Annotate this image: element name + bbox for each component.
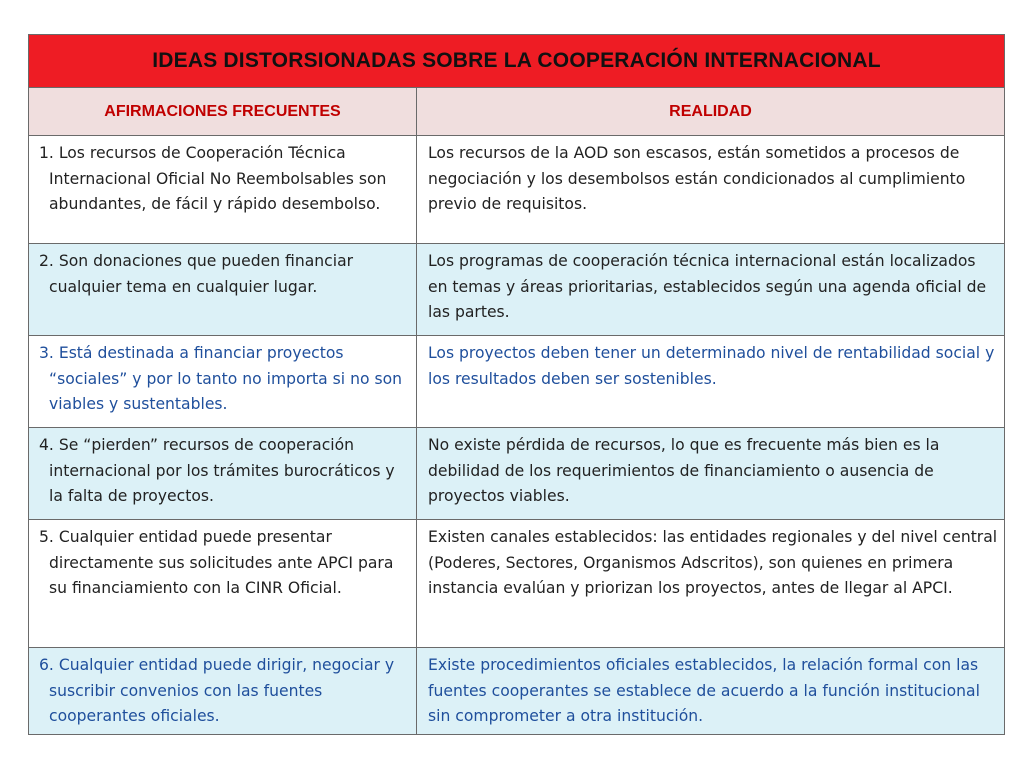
table-row: [29, 520, 1005, 648]
statement-cell: [29, 244, 417, 336]
table-row: [29, 648, 1005, 735]
reality-cell: [417, 428, 1005, 520]
table-row: [29, 136, 1005, 244]
statement-cell: [29, 520, 417, 648]
reality-text: Los recursos de la AOD son escasos, están sometidos a procesos de negociación y los desembolsos están condicionados al cumplimiento previo de requisitos.: [428, 144, 966, 214]
reality-cell: [417, 244, 1005, 336]
reality-cell: [417, 136, 1005, 244]
reality-text: Existe procedimientos oficiales establecidos, la relación formal con las fuentes cooperantes se establece de acuerdo a la función institucional sin comprometer a otra institución.: [428, 656, 980, 726]
title-row: [29, 35, 1005, 88]
reality-text: Existen canales establecidos: las entidades regionales y del nivel central (Poderes, Sectores, Organismos Adscritos), son quienes en primera instancia evalúan y priorizan los proyectos, antes de llegar al APCI.: [428, 528, 998, 598]
ideas-table: [28, 34, 1005, 735]
reality-text: Los programas de cooperación técnica internacional están localizados en temas y áreas prioritarias, establecidos según una agenda oficial de las partes.: [428, 252, 987, 322]
reality-cell: [417, 648, 1005, 735]
table-row: [29, 244, 1005, 336]
table-title: IDEAS DISTORSIONADAS SOBRE LA COOPERACIÓN INTERNACIONAL: [29, 35, 1005, 88]
statement-cell: [29, 136, 417, 244]
reality-cell: [417, 336, 1005, 428]
header-afirmaciones: AFIRMACIONES FRECUENTES: [29, 88, 417, 136]
header-row: [29, 88, 1005, 136]
reality-cell: [417, 520, 1005, 648]
reality-text: Los proyectos deben tener un determinado nivel de rentabilidad social y los resultados deben ser sostenibles.: [428, 344, 995, 388]
header-realidad: REALIDAD: [417, 88, 1005, 136]
statement-text: 5. Cualquier entidad puede presentar directamente sus solicitudes ante APCI para su financiamiento con la CINR Oficial.: [39, 528, 394, 598]
statement-cell: [29, 648, 417, 735]
statement-cell: [29, 428, 417, 520]
statement-text: 2. Son donaciones que pueden financiar cualquier tema en cualquier lugar.: [39, 252, 354, 296]
statement-cell: [29, 336, 417, 428]
statement-text: 1. Los recursos de Cooperación Técnica Internacional Oficial No Reembolsables son abundantes, de fácil y rápido desembolso.: [39, 144, 387, 214]
reality-text: No existe pérdida de recursos, lo que es frecuente más bien es la debilidad de los requerimientos de financiamiento o ausencia de proyectos viables.: [428, 436, 940, 506]
table-row: [29, 428, 1005, 520]
statement-text: 6. Cualquier entidad puede dirigir, negociar y suscribir convenios con las fuentes cooperantes oficiales.: [39, 656, 395, 726]
statement-text: 3. Está destinada a financiar proyectos “sociales” y por lo tanto no importa si no son viables y sustentables.: [39, 344, 402, 414]
table-row: [29, 336, 1005, 428]
statement-text: 4. Se “pierden” recursos de cooperación internacional por los trámites burocráticos y la falta de proyectos.: [39, 436, 395, 506]
